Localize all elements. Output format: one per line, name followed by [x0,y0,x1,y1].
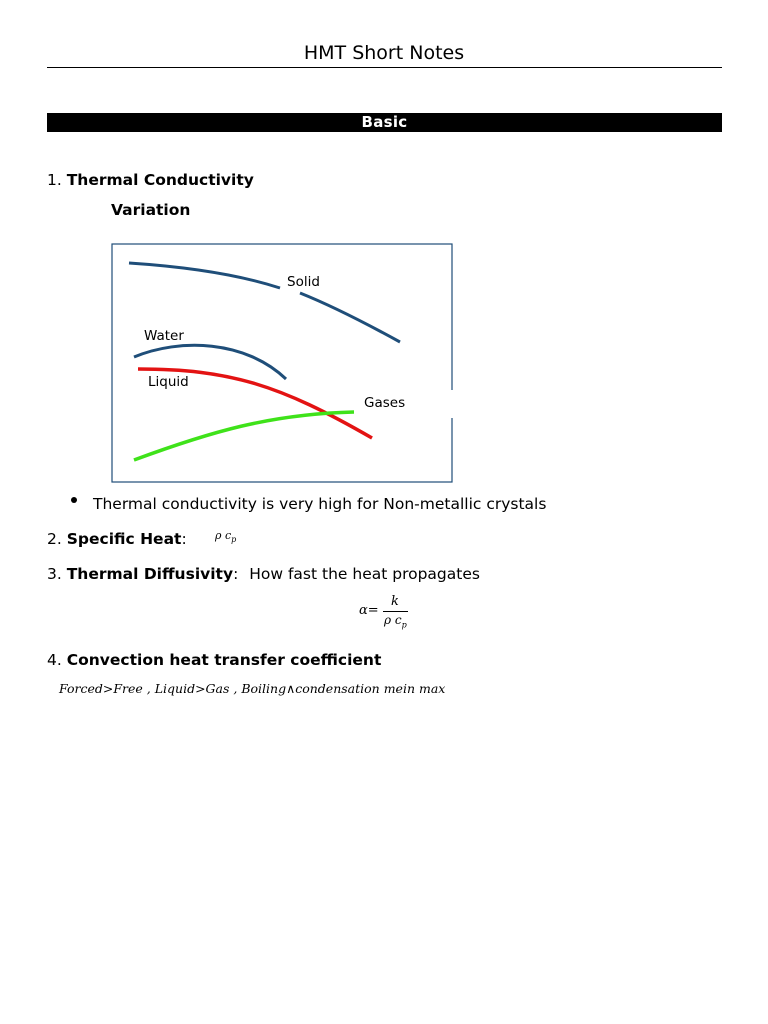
item-title: Convection heat transfer coefficient [66,651,382,669]
item-convection-coefficient [47,651,381,669]
series-label-gases: Gases [364,395,406,411]
formula-subscript: p [231,535,237,545]
item-number: 4. [47,651,62,669]
denominator-subscript: p [401,620,407,630]
series-label-solid: Solid [287,274,320,290]
item-thermal-diffusivity [47,565,480,583]
section-heading-basic: Basic [47,113,722,132]
item-number: 1. [47,171,62,189]
specific-heat-formula [215,529,236,544]
item-colon: : [233,565,239,583]
page-title: HMT Short Notes [303,42,465,64]
item-title: Thermal Conductivity [66,171,254,189]
formula-text: ρ c [215,529,232,542]
item-colon: : [181,530,187,548]
chart-frame [112,244,452,482]
formula-numerator: k [391,594,399,609]
bullet-text: Thermal conductivity is very high for Non-metallic crystals [93,495,547,513]
item-description: How fast the heat propagates [249,565,480,583]
fraction-bar [383,611,408,612]
bullet-icon [71,497,77,503]
denominator-text: ρ c [384,613,402,627]
formula-denominator [384,613,407,629]
item-specific-heat [47,530,187,548]
convection-formula: Forced>Free , Liquid>Gas , Boiling∧condensation mein max [59,681,446,696]
series-label-liquid: Liquid [148,374,189,390]
item-number: 2. [47,530,62,548]
subheading-text: Variation [111,201,191,219]
frame-gap [440,390,455,418]
formula-lhs: α= [359,603,379,618]
item-number: 3. [47,565,62,583]
item-title: Specific Heat [66,530,182,548]
thermal-conductivity-chart [0,0,768,500]
item-title: Thermal Diffusivity [66,565,234,583]
series-label-water: Water [144,328,184,344]
